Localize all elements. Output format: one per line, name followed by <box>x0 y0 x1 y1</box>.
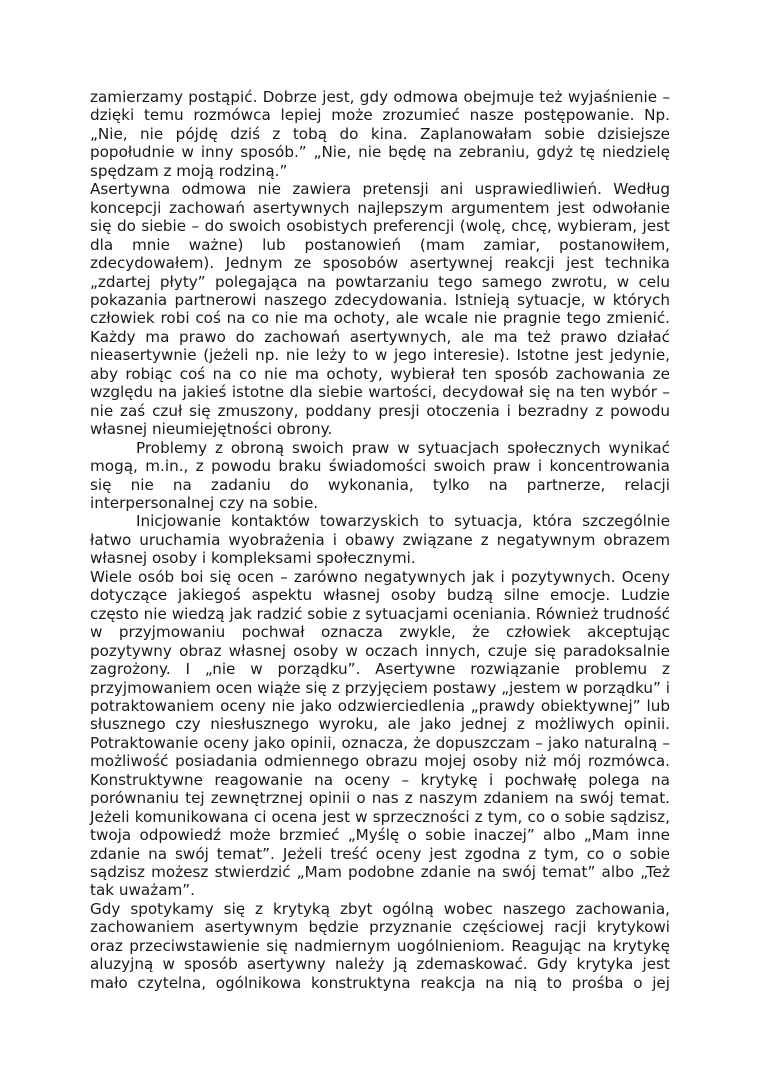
paragraph-defending-rights: Problemy z obroną swoich praw w sytuacjach społecznych wynikać mogą, m.in., z powodu braku świadomości swoich praw i koncentrowania się nie na zadaniu do wykonania, tylko na partnerze, relacji interpersonalnej czy na sobie. <box>90 438 670 512</box>
paragraph-evaluations: Wiele osób boi się ocen – zarówno negatywnych jak i pozytywnych. Oceny dotyczące jakiegoś aspektu własnej osoby budzą silne emocje. Ludzie często nie wiedzą jak radzić sobie z sytuacjami oceniania. Również trudność w przyjmowaniu pochwał oznacza zwykle, że człowiek akceptując pozytywny obraz własnej osoby w oczach innych, czuje się paradoksalnie zagrożony. I „nie w porządku”. Asertywne rozwiązanie problemu z przyjmowaniem ocen wiąże się z przyjęciem postawy „jestem w porządku” i potraktowaniem oceny nie jako odzwierciedlenia „prawdy obiektywnej” lub słusznego czy niesłusznego wyroku, ale jako jednej z możliwych opinii. Potraktowanie oceny jako opinii, oznacza, że dopuszczam – jako naturalną – możliwość posiadania odmiennego obrazu mojej osoby niż mój rozmówca. Konstruktywne reagowanie na oceny – krytykę i pochwałę polega na porównaniu tej zewnętrznej opinii o nas z naszym zdaniem na swój temat. Jeżeli komunikowana ci ocena jest w sprzeczności z tym, co o sobie sądzisz, twoja odpowiedź może brzmieć „Myślę o sobie inaczej” albo „Mam inne zdanie na swój temat”. Jeżeli treść oceny jest zgodna z tym, co o sobie sądzisz możesz stwierdzić „Mam podobne zdanie na swój temat” albo „Też tak uważam”. <box>90 567 670 900</box>
document-page <box>90 88 670 992</box>
paragraph-assertive-refusal: Asertywna odmowa nie zawiera pretensji ani usprawiedliwień. Według koncepcji zachowań asertywnych najlepszym argumentem jest odwołanie się do siebie – do swoich osobistych preferencji (wolę, chcę, wybieram, jest dla mnie ważne) lub postanowień (mam zamiar, postanowiłem, zdecydowałem). Jednym ze sposobów asertywnej reakcji jest technika „zdartej płyty” polegająca na powtarzaniu tego samego zwrotu, w celu pokazania partnerowi naszego zdecydowania. Istnieją sytuacje, w których człowiek robi coś na co nie ma ochoty, ale wcale nie pragnie tego zmienić. Każdy ma prawo do zachowań asertywnych, ale ma też prawo działać nieasertywnie (jeżeli np. nie leży to w jego interesie). Istotne jest jedynie, aby robiąc coś na co nie ma ochoty, wybierał ten sposób zachowania ze względu na jakieś istotne dla siebie wartości, decydował się na ten wybór – nie zaś czuł się zmuszony, poddany presji otoczenia i bezradny z powodu własnej nieumiejętności obrony. <box>90 180 670 439</box>
paragraph-criticism: Gdy spotykamy się z krytyką zbyt ogólną wobec naszego zachowania, zachowaniem asertywnym będzie przyznanie częściowej racji krytykowi oraz przeciwstawienie się nadmiernym uogólnieniom. Reagując na krytykę aluzyjną w sposób asertywny należy ją zdemaskować. Gdy krytyka jest mało czytelna, ogólnikowa konstruktyna reakcja na nią to prośba o jej <box>90 899 670 992</box>
paragraph-social-contacts: Inicjowanie kontaktów towarzyskich to sytuacja, która szczególnie łatwo uruchamia wyobrażenia i obawy związane z negatywnym obrazem własnej osoby i kompleksami społecznymi. <box>90 512 670 568</box>
paragraph-refusal-explanation: zamierzamy postąpić. Dobrze jest, gdy odmowa obejmuje też wyjaśnienie – dzięki temu rozmówca lepiej może zrozumieć nasze postępowanie. Np. „Nie, nie pójdę dziś z tobą do kina. Zaplanowałam sobie dzisiejsze popołudnie w inny sposób.” „Nie, nie będę na zebraniu, gdyż tę niedzielę spędzam z moją rodziną.” <box>90 88 670 180</box>
